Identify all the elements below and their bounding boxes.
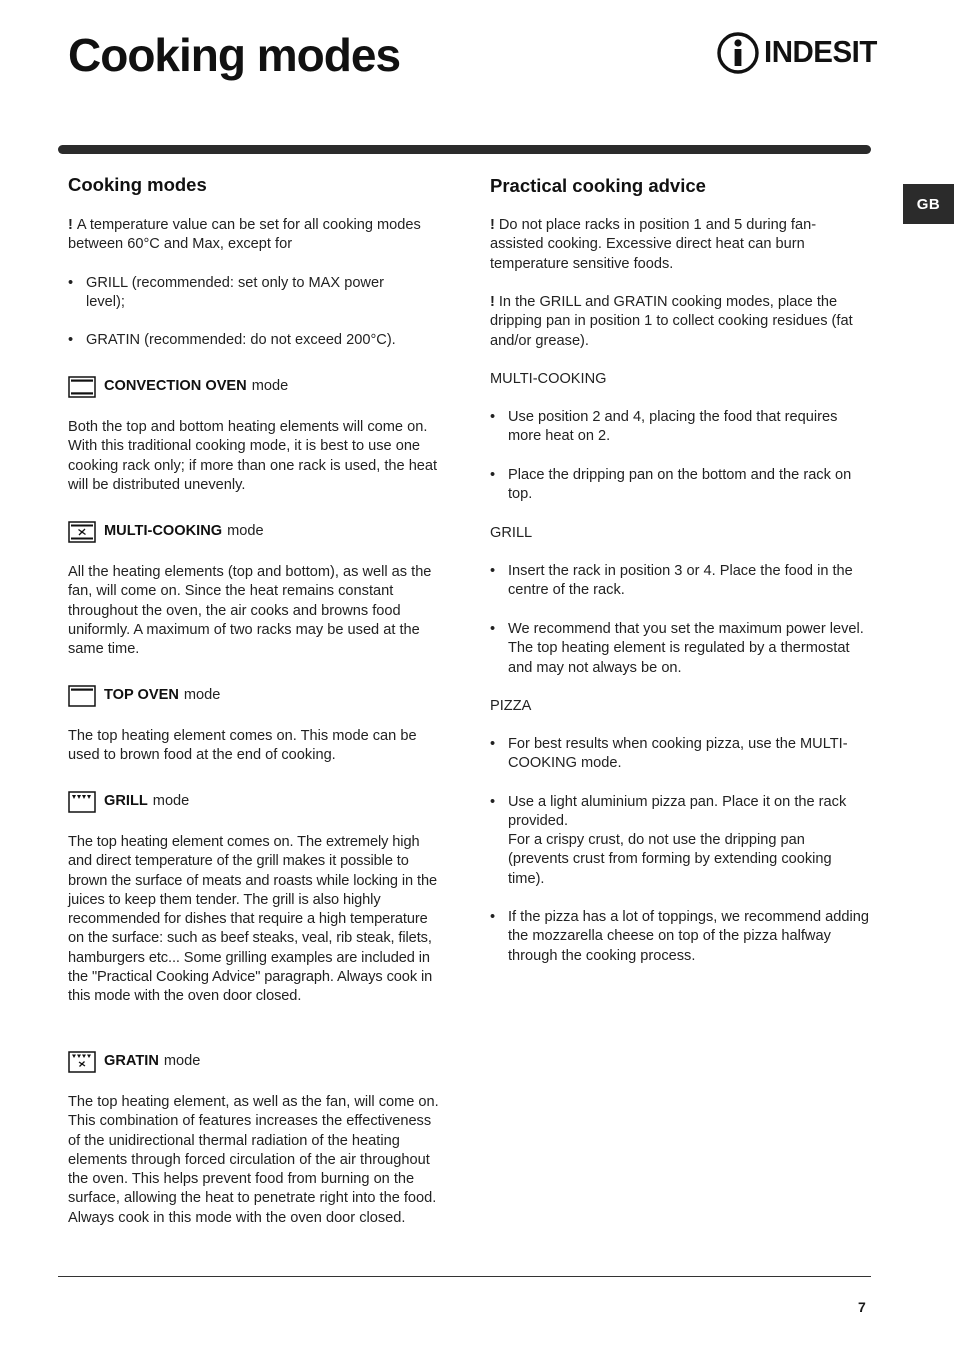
grill-icon <box>68 791 96 813</box>
group-label: GRILL <box>490 525 533 541</box>
mode-suffix: mode <box>183 687 221 704</box>
mode-suffix: mode <box>163 1053 201 1070</box>
footer-divider <box>58 1276 871 1277</box>
indesit-logo-mark-icon <box>716 30 760 76</box>
advice-note <box>490 216 852 274</box>
mode-multi-cooking <box>68 520 264 544</box>
gratin-fan-grill-icon <box>68 1051 96 1073</box>
mode-gratin <box>68 1050 200 1074</box>
mode-suffix: mode <box>251 378 289 395</box>
mode-description: The top heating element, as well as the fan, will come on. This combination of features increases the effectiveness of the unidirectional thermal radiation of the heating elements through forced circulation of the air throughout the oven. This helps prevent food from burning on the surface, allowing the heat to penetrate right into the food. Always cook in this mode with the oven door closed. <box>68 1094 439 1226</box>
mode-name: TOP OVEN <box>104 687 179 704</box>
list-item: • If the pizza has a lot of toppings, we recommend adding the mozzarella cheese on top of the pizza halfway through the cooking process. <box>490 908 870 966</box>
practical-advice-heading: Practical cooking advice <box>490 175 706 196</box>
mode-convection-oven <box>68 375 288 399</box>
list-item: • We recommend that you set the maximum power level. The top heating element is regulated by a thermostat and may not always be on. <box>490 620 870 678</box>
multi-cooking-fan-icon <box>68 521 96 543</box>
mode-suffix: mode <box>152 793 190 810</box>
intro-text: A temperature value can be set for all cooking modes between 60°C and Max, except for <box>68 217 421 253</box>
convection-oven-icon <box>68 376 96 398</box>
mode-name: CONVECTION OVEN <box>104 378 247 395</box>
mode-name: GRATIN <box>104 1053 159 1070</box>
advice-note-text: Do not place racks in position 1 and 5 during fan-assisted cooking. Excessive direct heat can burn temperature sensitive foods. <box>490 217 817 272</box>
advice-note <box>490 293 866 351</box>
list-item: • Insert the rack in position 3 or 4. Place the food in the centre of the rack. <box>490 562 870 601</box>
group-label: PIZZA <box>490 698 532 714</box>
mode-description: The top heating element comes on. This mode can be used to brown food at the end of cooking. <box>68 728 417 764</box>
mode-top-oven <box>68 684 220 708</box>
top-oven-icon <box>68 685 96 707</box>
group-label: MULTI-COOKING <box>490 371 607 387</box>
page-title: Cooking modes <box>68 29 401 81</box>
mode-description: Both the top and bottom heating elements will come on. With this traditional cooking mode, it is best to use one cooking rack only; if more than one rack is used, the heat will be distributed unevenly. <box>68 419 438 493</box>
brand-name: INDESIT <box>764 34 877 69</box>
list-item: • Use a light aluminium pizza pan. Place it on the rack provided. <box>490 793 860 832</box>
page-number: 7 <box>858 1299 866 1315</box>
list-item: • GRILL (recommended: set only to MAX power level); <box>68 274 426 313</box>
list-item: • Use position 2 and 4, placing the food that requires more heat on 2. <box>490 408 870 447</box>
list-item: • Place the dripping pan on the bottom and the rack on top. <box>490 466 870 505</box>
list-item: • For best results when cooking pizza, use the MULTI-COOKING mode. <box>490 735 848 774</box>
mode-name: GRILL <box>104 793 148 810</box>
mode-name: MULTI-COOKING <box>104 523 223 540</box>
intro-note <box>68 216 448 255</box>
warning-mark: ! <box>68 217 73 233</box>
advice-note-text: In the GRILL and GRATIN cooking modes, place the dripping pan in position 1 to collect cooking residues (fat and/or grease). <box>490 294 853 349</box>
language-tab: GB <box>903 184 954 224</box>
mode-suffix: mode <box>227 523 264 540</box>
mode-grill <box>68 790 189 814</box>
header-divider <box>58 145 871 154</box>
list-item-continuation: For a crispy crust, do not use the dripping pan (prevents crust from forming by extending cooking time). <box>508 832 832 887</box>
mode-description: All the heating elements (top and bottom), as well as the fan, will come on. Since the heat remains constant throughout the oven, the air cooks and browns food uniformly. A maximum of two racks may be used at the same time. <box>68 564 432 658</box>
cooking-modes-heading: Cooking modes <box>68 174 207 195</box>
mode-description: The top heating element comes on. The extremely high and direct temperature of the grill makes it possible to brown the surface of meats and roasts while locking in the juices to keep them tender. The grill is also highly recommended for dishes that require a high temperature on the surface: such as beef steaks, veal, rib steak, filets, hamburgers etc... Some grilling examples are included in the "Practical Cooking Advice" paragraph. Always cook in this mode with the oven door closed. <box>68 834 437 1005</box>
list-item: • GRATIN (recommended: do not exceed 200°C). <box>68 331 448 350</box>
warning-mark: ! <box>490 294 495 310</box>
indesit-logo <box>716 30 876 76</box>
warning-mark: ! <box>490 217 495 233</box>
